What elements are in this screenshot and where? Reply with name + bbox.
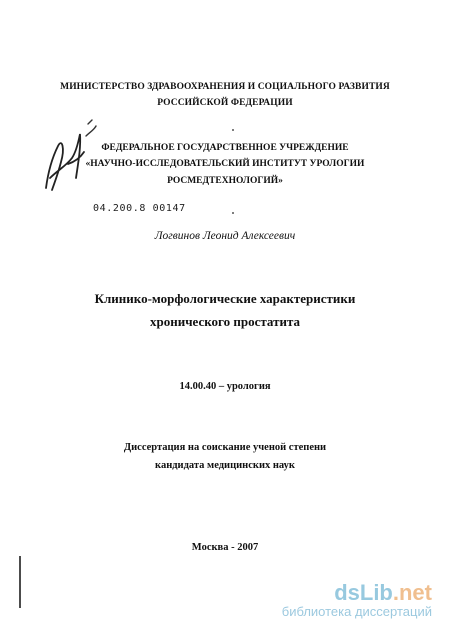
scan-speck	[232, 129, 234, 131]
specialty-code: 14.00.40 – урология	[179, 381, 271, 392]
degree-line-2: кандидата медицинских наук	[155, 460, 295, 471]
city-year: Москва - 2007	[191, 542, 259, 553]
watermark-subtitle: библиотека диссертаций	[281, 604, 432, 619]
institution-line-2: «НАУЧНО-ИССЛЕДОВАТЕЛЬСКИЙ ИНСТИТУТ УРОЛОГИИ	[85, 159, 365, 169]
institution-line-1: ФЕДЕРАЛЬНОЕ ГОСУДАРСТВЕННОЕ УЧРЕЖДЕНИЕ	[101, 143, 349, 153]
dissertation-title-line-1: Клинико-морфологические характеристики	[94, 291, 356, 306]
ministry-line-2: РОССИЙСКОЙ ФЕДЕРАЦИИ	[157, 98, 293, 108]
ministry-line-1: МИНИСТЕРСТВО ЗДРАВООХРАНЕНИЯ И СОЦИАЛЬНОГО РАЗВИТИЯ	[60, 82, 390, 92]
registration-code: 04.200.8 00147	[93, 203, 186, 214]
degree-line-1: Диссертация на соискание ученой степени	[123, 442, 327, 453]
scan-margin-mark	[18, 556, 22, 608]
watermark-logo[interactable]: dsLib.net	[334, 580, 432, 605]
dissertation-title-line-2: хронического простатита	[149, 314, 300, 329]
institution-line-3: РОСМЕДТЕХНОЛОГИЙ»	[167, 176, 283, 186]
scan-speck	[232, 212, 234, 214]
watermark	[282, 582, 432, 620]
author-name: Логвинов Леонид Алексеевич	[154, 230, 296, 242]
